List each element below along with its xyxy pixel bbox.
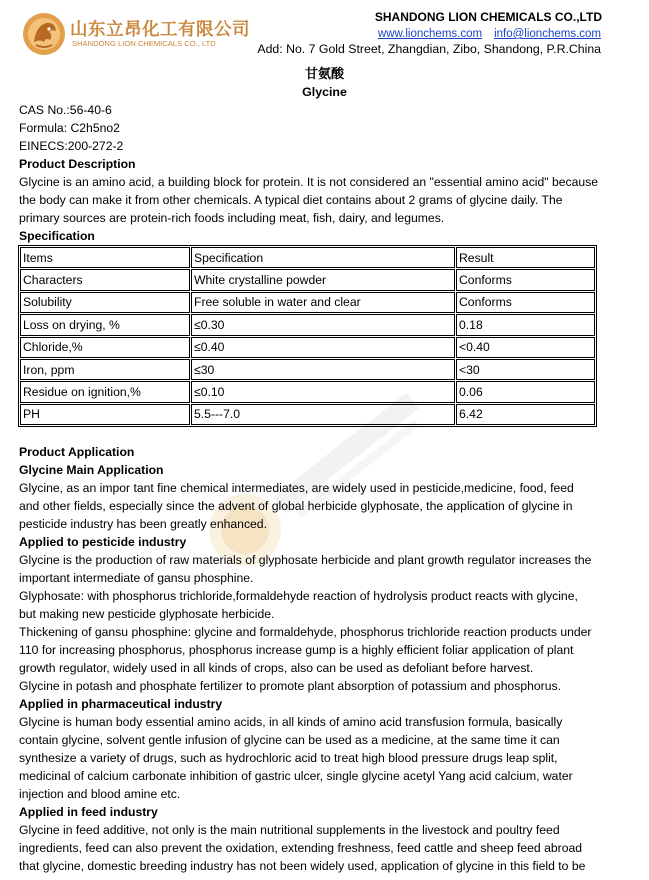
- table-cell: Conforms: [456, 269, 595, 290]
- table-cell: ≤0.30: [191, 314, 455, 335]
- company-name-english-small: SHANDONG LION CHEMICALS CO., LTD: [72, 39, 216, 48]
- table-cell: Iron, ppm: [20, 359, 190, 380]
- table-cell: 5.5---7.0: [191, 404, 455, 425]
- table-cell: 0.06: [456, 381, 595, 402]
- table-cell: Conforms: [456, 292, 595, 313]
- application-line: and other fields, especially since the advent of global herbicide glyphosate, the application of glycine in: [19, 499, 573, 514]
- specification-heading: Specification: [19, 229, 95, 243]
- table-row: [20, 292, 595, 313]
- table-header-row: [20, 247, 595, 268]
- pesticide-line: Glyphosate: with phosphorus trichloride,formaldehyde reaction of hydrolysis product reacts with glycine,: [19, 589, 578, 604]
- table-row: [20, 314, 595, 335]
- feed-line: ingredients, feed can also prevent the oxidation, extending freshness, feed cattle and sheep feed abroad: [19, 841, 583, 856]
- description-line: primary sources are protein-rich foods including meat, fish, dairy, and legumes.: [19, 211, 445, 225]
- email-link[interactable]: info@lionchems.com: [494, 28, 601, 40]
- cas-number: CAS No.:56-40-6: [19, 103, 112, 117]
- einecs-number: EINECS:200-272-2: [19, 139, 124, 153]
- pesticide-line: important intermediate of gansu phosphine.: [19, 571, 254, 586]
- application-line: pesticide industry has been greatly enhanced.: [19, 517, 267, 532]
- specification-table: [18, 245, 597, 427]
- company-name: SHANDONG LION CHEMICALS CO.,LTD: [374, 10, 602, 24]
- column-header: Result: [456, 247, 595, 268]
- section-spacer: [19, 427, 624, 443]
- application-line: Glycine, as an impor tant fine chemical intermediates, are widely used in pesticide,medicine, food, feed: [19, 481, 574, 496]
- table-cell: Residue on ignition,%: [20, 381, 190, 402]
- website-link[interactable]: www.lionchems.com: [377, 28, 483, 40]
- pesticide-line: but making new pesticide glyphosate herbicide.: [19, 607, 275, 622]
- column-header: Specification: [191, 247, 455, 268]
- company-address: Add: No. 7 Gold Street, Zhangdian, Zibo, Shandong, P.R.China: [257, 42, 601, 56]
- description-line: the body can make it from other chemicals. A typical diet contains about 2 grams of glycine daily. The: [19, 193, 563, 207]
- document-body: [19, 101, 624, 875]
- column-header: Items: [20, 247, 190, 268]
- pesticide-line: growth regulator, widely used in all kinds of crops, also can be used as defoliant before harvest.: [19, 661, 534, 676]
- pesticide-line: Glycine in potash and phosphate fertilizer to promote plant absorption of potassium and phosphorus.: [19, 679, 561, 694]
- description-heading: Product Description: [19, 157, 136, 171]
- table-row: [20, 381, 595, 402]
- pharma-heading: Applied in pharmaceutical industry: [19, 697, 223, 712]
- pharma-line: injection and blood amine etc.: [19, 787, 181, 802]
- table-cell: 6.42: [456, 404, 595, 425]
- letterhead: [0, 0, 649, 64]
- feed-line: Glycine in feed additive, not only is the main nutritional supplements in the livestock and poultry feed: [19, 823, 560, 838]
- table-cell: ≤0.40: [191, 337, 455, 358]
- table-cell: 0.18: [456, 314, 595, 335]
- pesticide-line: Glycine is the production of raw materials of glyphosate herbicide and plant growth regulator increases the: [19, 553, 592, 568]
- pesticide-line: Thickening of gansu phosphine: glycine and formaldehyde, phosphorus trichloride reaction products under: [19, 625, 592, 640]
- table-cell: Solubility: [20, 292, 190, 313]
- pharma-line: medicinal of calcium carbonate inhibition of gastric ulcer, single glycine acetyl Yang acid calcium, water: [19, 769, 573, 784]
- pharma-line: synthesize a variety of drugs, such as hydrochloric acid to treat high blood pressure drugs leap split,: [19, 751, 558, 766]
- table-cell: ≤0.10: [191, 381, 455, 402]
- table-cell: Characters: [20, 269, 190, 290]
- pesticide-heading: Applied to pesticide industry: [19, 535, 187, 550]
- table-row: [20, 359, 595, 380]
- contact-links: [378, 27, 601, 41]
- table-cell: PH: [20, 404, 190, 425]
- table-cell: Chloride,%: [20, 337, 190, 358]
- pesticide-line: 110 for increasing phosphorus, phosphorus increase gump is a highly efficient foliar application of plant: [19, 643, 574, 658]
- product-title-chinese: 甘氨酸: [304, 66, 344, 81]
- company-name-chinese: 山东立昂化工有限公司: [70, 19, 250, 39]
- table-row: [20, 337, 595, 358]
- main-application-heading: Glycine Main Application: [19, 463, 164, 478]
- table-cell: <0.40: [456, 337, 595, 358]
- table-cell: Loss on drying, %: [20, 314, 190, 335]
- table-row: [20, 269, 595, 290]
- pharma-line: Glycine is human body essential amino acids, in all kinds of amino acid transfusion formula, basically: [19, 715, 563, 730]
- chemical-formula: Formula: C2h5no2: [19, 121, 120, 135]
- table-row: [20, 404, 595, 425]
- feed-heading: Applied in feed industry: [19, 805, 158, 820]
- feed-line: that glycine, domestic breeding industry has not been widely used, application of glycine in this field to be: [19, 859, 586, 874]
- lion-logo-icon: [22, 12, 66, 56]
- pharma-line: contain glycine, solvent gentle infusion of glycine can be used as a medicine, at the same time it can: [19, 733, 560, 748]
- table-cell: <30: [456, 359, 595, 380]
- table-cell: Free soluble in water and clear: [191, 292, 455, 313]
- table-cell: ≤30: [191, 359, 455, 380]
- application-heading: Product Application: [19, 445, 135, 460]
- description-line: Glycine is an amino acid, a building block for protein. It is not considered an "essential amino acid" because: [19, 175, 599, 189]
- product-title-english: Glycine: [302, 85, 347, 99]
- table-cell: White crystalline powder: [191, 269, 455, 290]
